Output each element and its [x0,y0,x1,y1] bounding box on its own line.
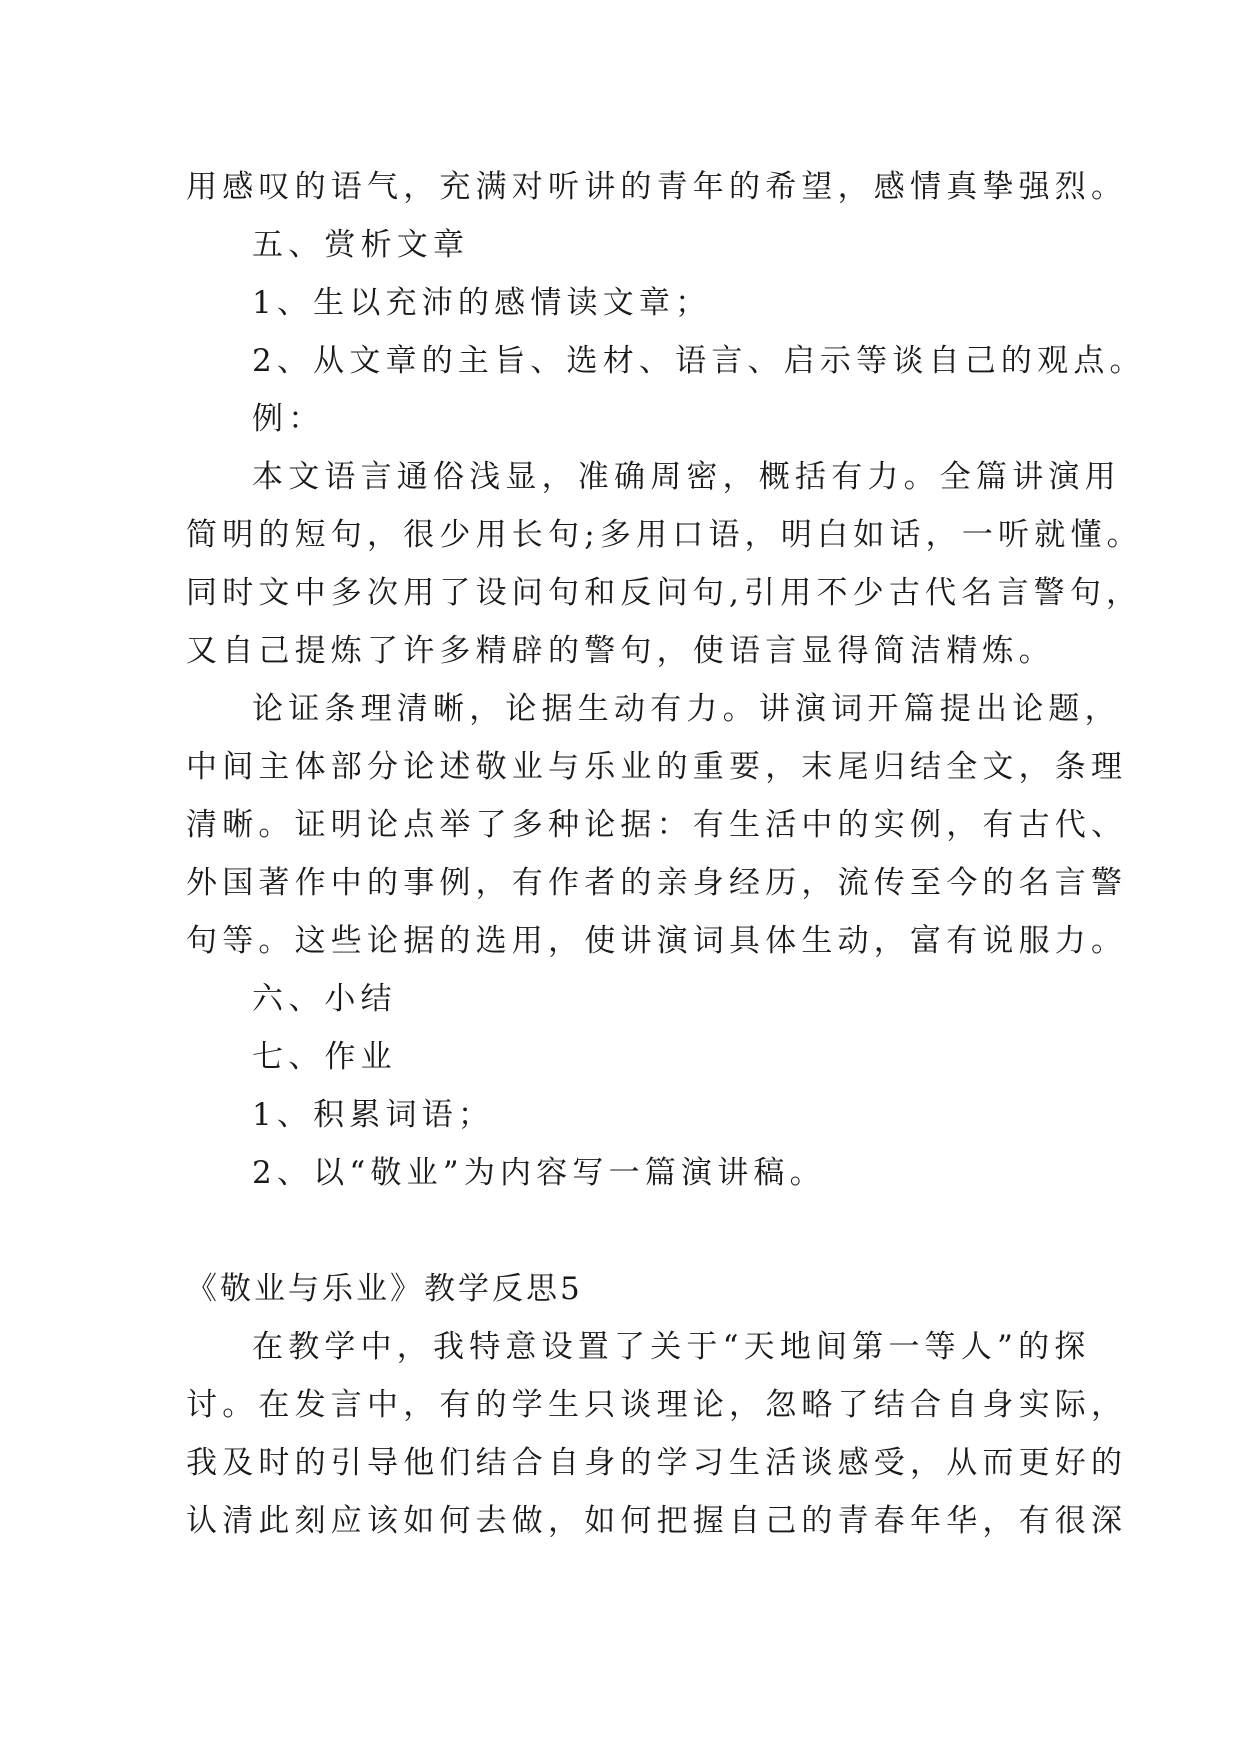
example-label: 例： [252,401,325,437]
paragraph-line: 用感叹的语气，充满对听讲的青年的希望，感情真挚强烈。 [186,169,1128,205]
paragraph-line: 在教学中，我特意设置了关于“天地间第一等人”的探 [252,1329,1091,1365]
list-item: 1、积累词语； [252,1097,495,1133]
paragraph-line: 句等。这些论据的选用，使讲演词具体生动，富有说服力。 [186,923,1128,959]
paragraph-line: 讨。在发言中，有的学生只谈理论，忽略了结合自身实际， [186,1387,1128,1423]
section-gap [186,1202,1086,1260]
document-body [186,158,1146,1550]
list-item: 2、从文章的主旨、选材、语言、启示等谈自己的观点。 [252,343,1146,379]
paragraph-line: 中间主体部分论述敬业与乐业的重要，末尾归结全文，条理 [186,749,1128,785]
paragraph-line: 清晰。证明论点举了多种论据：有生活中的实例，有古代、 [186,807,1128,843]
list-item: 1、生以充沛的感情读文章； [252,285,712,321]
paragraph-line: 同时文中多次用了设问句和反问句,引用不少古代名言警句， [186,575,1143,611]
list-item: 2、以“敬业”为内容写一篇演讲稿。 [252,1155,826,1191]
paragraph-line: 外国著作中的事例，有作者的亲身经历，流传至今的名言警 [186,865,1128,901]
heading-summary: 六、小结 [252,981,397,1017]
paragraph-line: 又自己提炼了许多精辟的警句，使语言显得简洁精炼。 [186,633,1055,669]
section-title: 《敬业与乐业》教学反思5 [186,1271,583,1307]
paragraph-line: 我及时的引导他们结合自身的学习生活谈感受，从而更好的 [186,1445,1128,1481]
paragraph-line: 本文语言通俗浅显，准确周密，概括有力。全篇讲演用 [252,459,1121,495]
paragraph-line: 认清此刻应该如何去做，如何把握自己的青春年华，有很深 [186,1503,1128,1539]
heading-homework: 七、作业 [252,1039,397,1075]
paragraph-line: 简明的短句，很少用长句;多用口语，明白如话，一听就懂。 [186,517,1143,553]
heading-appreciate-article: 五、赏析文章 [252,227,470,263]
paragraph-line: 论证条理清晰，论据生动有力。讲演词开篇提出论题， [252,691,1121,727]
